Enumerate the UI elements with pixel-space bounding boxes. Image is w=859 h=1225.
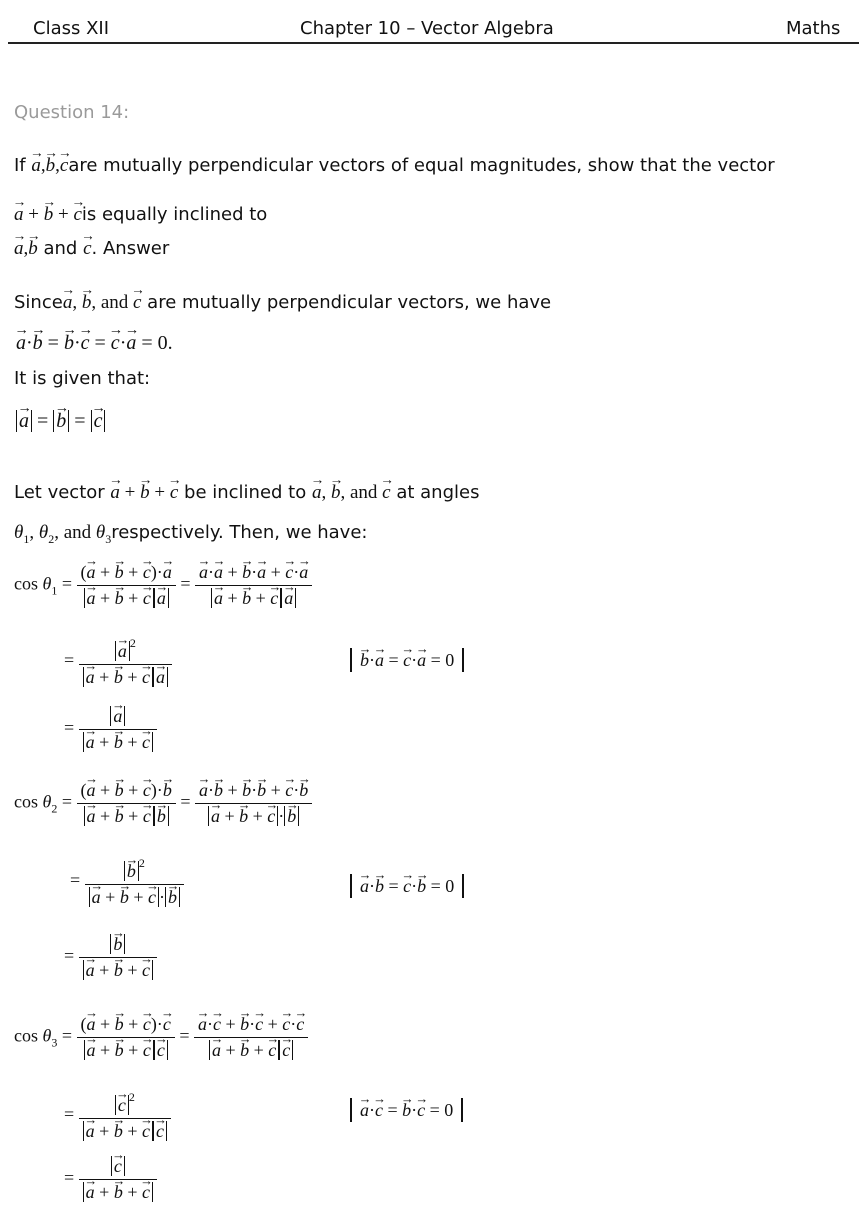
cos-theta3-step2: = → c $^2$ → a + → b + → c→ c	[64, 1090, 171, 1142]
header-subject: Maths	[786, 18, 841, 39]
vector-sum: → a + → b + → c	[14, 204, 82, 225]
vectors-abc-and: → a, → b, and → c	[63, 292, 142, 313]
text-line1-rest: are mutually perpendicular vectors of equal magnitudes, show that the vector	[68, 155, 775, 176]
cos-theta2-step3: = → b → a + → b + → c	[64, 934, 157, 981]
condition-1: → b·→ a = → c·→ a = 0	[350, 650, 464, 671]
question-label: Question 14:	[14, 102, 130, 123]
header-chapter: Chapter 10 – Vector Algebra	[300, 18, 554, 39]
cos-theta3-eq: $\cos \theta_3$ = (→ a + → b + → c)·→ c → a + → b + → c→ c = → a·→ c + → b·→ c + → c·→ c → a + → b + → c→ c	[14, 1014, 308, 1061]
text-line2-rest: is equally inclined to	[81, 204, 268, 225]
vectors-ab: → a,→ b	[14, 238, 38, 259]
text-respectively: respectively. Then, we have:	[111, 522, 368, 543]
header-rule	[8, 42, 859, 44]
condition-3: → a·→ c = → b·→ c = 0	[350, 1100, 463, 1121]
header-class: Class XII	[33, 18, 110, 39]
dot-product-equation: → a·→ b = → b·→ c = → c·→ a = 0.	[16, 332, 173, 355]
given-text: It is given that:	[14, 368, 151, 389]
vectors-abc: → a,→ b,→ c	[31, 155, 68, 176]
equal-magnitudes: → a = → b = → c	[16, 410, 105, 433]
cos-theta2-step2: = → b $^2$ → a + → b + → c ·→ b	[70, 856, 184, 908]
vector-c: → c	[83, 238, 91, 259]
let-line	[14, 482, 479, 504]
since-line	[14, 292, 551, 314]
cos-theta1-step3: = → a → a + → b + → c	[64, 706, 157, 753]
text-let-mid: be inclined to	[184, 482, 307, 503]
angles-line	[14, 522, 367, 547]
cos-theta2-eq: $\cos \theta_2$ = (→ a + → b + → c)·→ b → a + → b + → c→ b = → a·→ b + → b·→ b + → c·→ b → a + → b + → c ·→ b	[14, 780, 312, 827]
text-let: Let vector	[14, 482, 105, 503]
text-and: and	[43, 238, 78, 259]
question-line-2	[14, 204, 267, 226]
angles-theta: $\theta_1$, $\theta_2$, and $\theta_3$	[14, 522, 112, 546]
cos-theta1-step2: = → a $^2$ → a + → b + → c→ a	[64, 636, 172, 688]
text-if: If	[14, 155, 26, 176]
text-since: Since	[14, 292, 63, 313]
cos-theta1-eq: $\cos \theta_1$ = (→ a + → b + → c)·→ a → a + → b + → c→ a = → a·→ a + → b·→ a + → c·→ a → a + → b + → c→ a	[14, 562, 312, 609]
cos-theta3-step3: = → c → a + → b + → c	[64, 1156, 157, 1203]
question-line-1	[14, 155, 775, 177]
text-answer: . Answer	[91, 238, 170, 259]
text-let-end: at angles	[396, 482, 480, 503]
let-vector-sum: → a + → b + → c	[110, 482, 178, 503]
condition-2: → a·→ b = → c·→ b = 0	[350, 876, 464, 897]
text-since-rest: are mutually perpendicular vectors, we have	[147, 292, 552, 313]
let-vectors: → a, → b, and → c	[312, 482, 391, 503]
question-line-3	[14, 238, 169, 260]
